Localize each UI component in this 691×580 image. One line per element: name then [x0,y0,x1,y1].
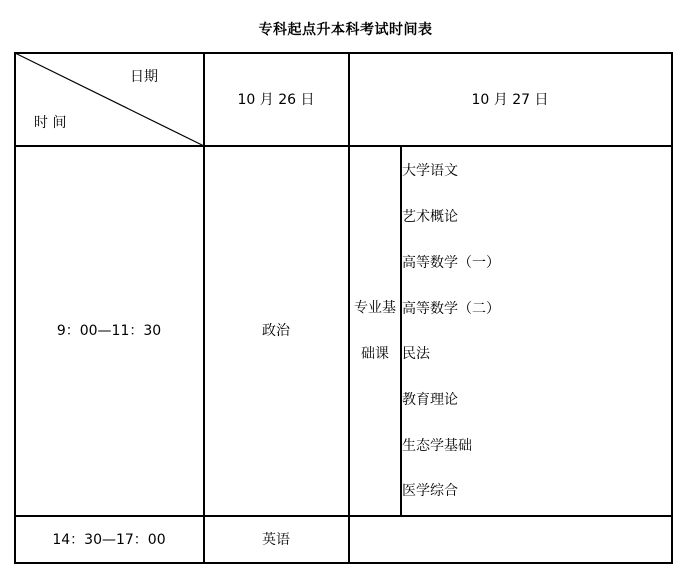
morning-day1-subject: 政治 [262,323,290,339]
subject-item: 生态学基础 [402,438,472,454]
table-border-right [671,52,673,564]
category-label-line1: 专业基 [354,300,396,316]
subject-item: 民法 [402,346,430,362]
subject-item: 教育理论 [402,392,458,408]
afternoon-time: 14：30—17：00 [52,532,166,548]
subject-item: 艺术概论 [402,209,458,225]
category-label-line2: 础课 [361,346,389,362]
afternoon-day1-subject: 英语 [262,532,290,548]
row-divider [14,515,673,517]
header-diagonal-line [14,52,205,147]
page-title: 专科起点升本科考试时间表 [258,22,433,38]
subject-item: 大学语文 [402,163,458,179]
subject-item: 高等数学（二） [402,301,500,317]
column-divider-2 [348,52,350,564]
time-label: 时 间 [34,115,67,131]
day2-header: 10 月 27 日 [471,92,549,108]
subject-item: 医学综合 [402,483,458,499]
subject-item: 高等数学（一） [402,255,500,271]
table-border-bottom [14,562,673,564]
category-divider [400,146,402,516]
morning-time: 9：00—11：30 [56,323,162,339]
day1-header: 10 月 26 日 [237,92,315,108]
date-label: 日期 [130,69,158,85]
